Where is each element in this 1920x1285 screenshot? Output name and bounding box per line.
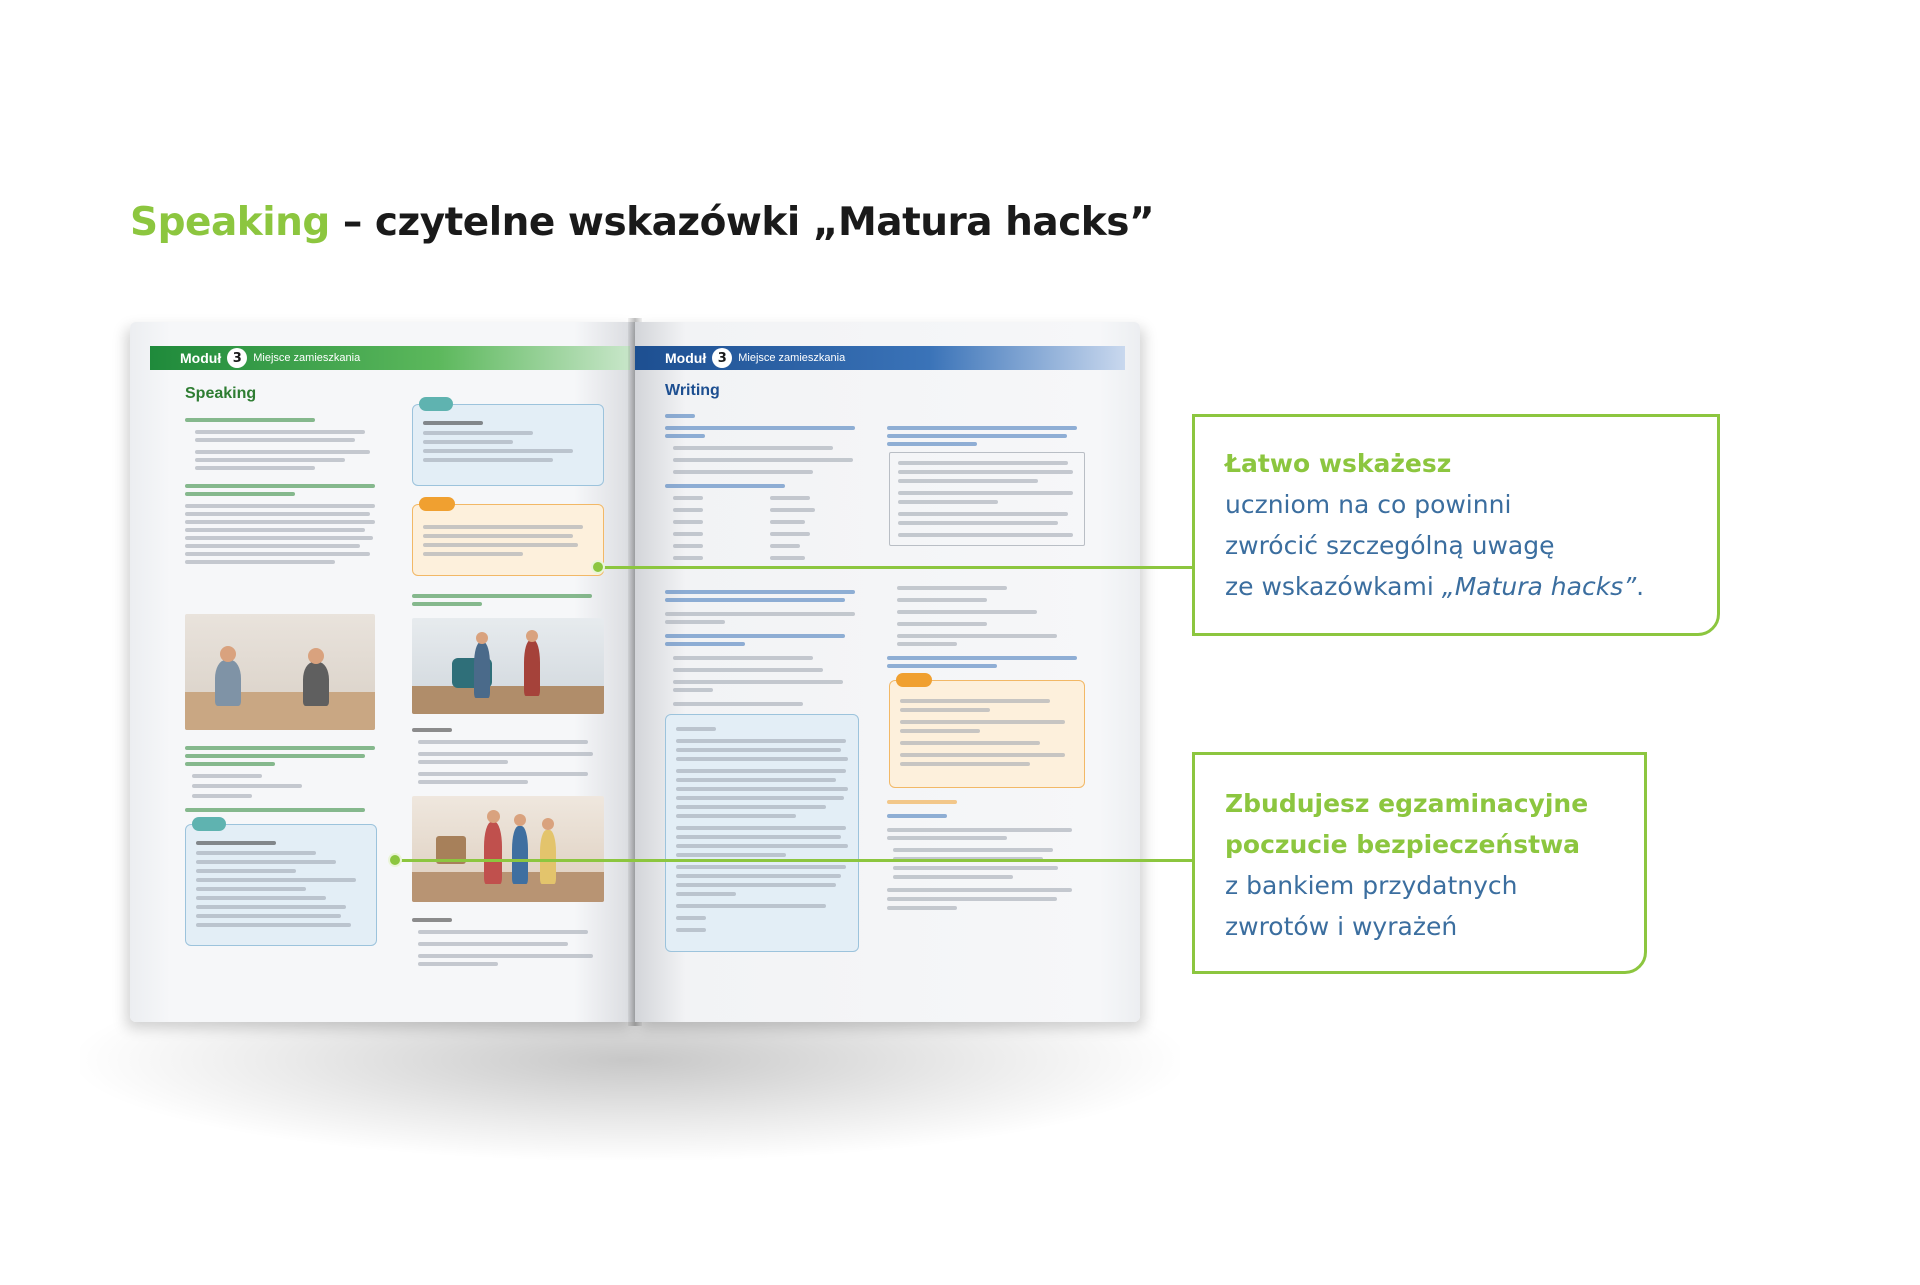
callout-1-line-4-suffix: . [1636, 572, 1645, 601]
callout-1-line-4-italic: „Matura hacks” [1441, 572, 1637, 601]
callout-2-line-3: z bankiem przydatnych [1225, 871, 1518, 900]
callout-1-line-1: Łatwo wskażesz [1225, 449, 1452, 478]
photo-room-two-people [185, 614, 375, 730]
connector-dot-1 [591, 560, 605, 574]
matura-hacks-tag-right [896, 673, 932, 687]
photo-family-moving [412, 796, 604, 902]
matura-hacks-box-left [412, 504, 604, 576]
module-label: Moduł [180, 350, 222, 366]
callout-matura-hacks [1192, 414, 1720, 636]
sample-letter-box [665, 714, 859, 952]
task-instructions-box [889, 452, 1085, 546]
book-right-page [635, 322, 1140, 1022]
module-bar-left [150, 346, 630, 370]
callout-2-line-2: poczucie bezpieczeństwa [1225, 830, 1581, 859]
callout-1-line-2: uczniom na co powinni [1225, 490, 1512, 519]
module-subtitle-right: Miejsce zamieszkania [738, 352, 846, 364]
module-label-right: Moduł [665, 350, 707, 366]
useful-phrases-box-bottom [185, 824, 377, 946]
book-left-page [130, 322, 635, 1022]
section-title-writing: Writing [665, 382, 720, 399]
slide-title-accent: Speaking [130, 200, 330, 245]
slide-title [130, 200, 1154, 245]
useful-phrases-tag-top [419, 397, 453, 411]
connector-dot-2 [388, 853, 402, 867]
callout-2-line-4: zwrotów i wyrażeń [1225, 912, 1458, 941]
useful-phrases-box-top [412, 404, 604, 486]
callout-1-line-4 [1225, 566, 1687, 607]
useful-phrases-tag [192, 817, 226, 831]
callout-2-line-1: Zbudujesz egzaminacyjne [1225, 789, 1589, 818]
callout-1-line-3: zwrócić szczególną uwagę [1225, 531, 1555, 560]
module-number-badge-right: 3 [712, 348, 732, 368]
module-number-badge: 3 [227, 348, 247, 368]
photo-living-room [412, 618, 604, 714]
connector-line-2 [395, 859, 1192, 862]
matura-hacks-tag [419, 497, 455, 511]
matura-hacks-box-right [889, 680, 1085, 788]
module-bar-right [635, 346, 1125, 370]
module-subtitle: Miejsce zamieszkania [253, 352, 361, 364]
connector-line-1 [598, 566, 1192, 569]
slide-title-rest: – czytelne wskazówki „Matura hacks” [329, 200, 1155, 245]
section-title-speaking: Speaking [185, 385, 257, 402]
callout-useful-phrases [1192, 752, 1647, 974]
callout-1-line-4-prefix: ze wskazówkami [1225, 572, 1442, 601]
